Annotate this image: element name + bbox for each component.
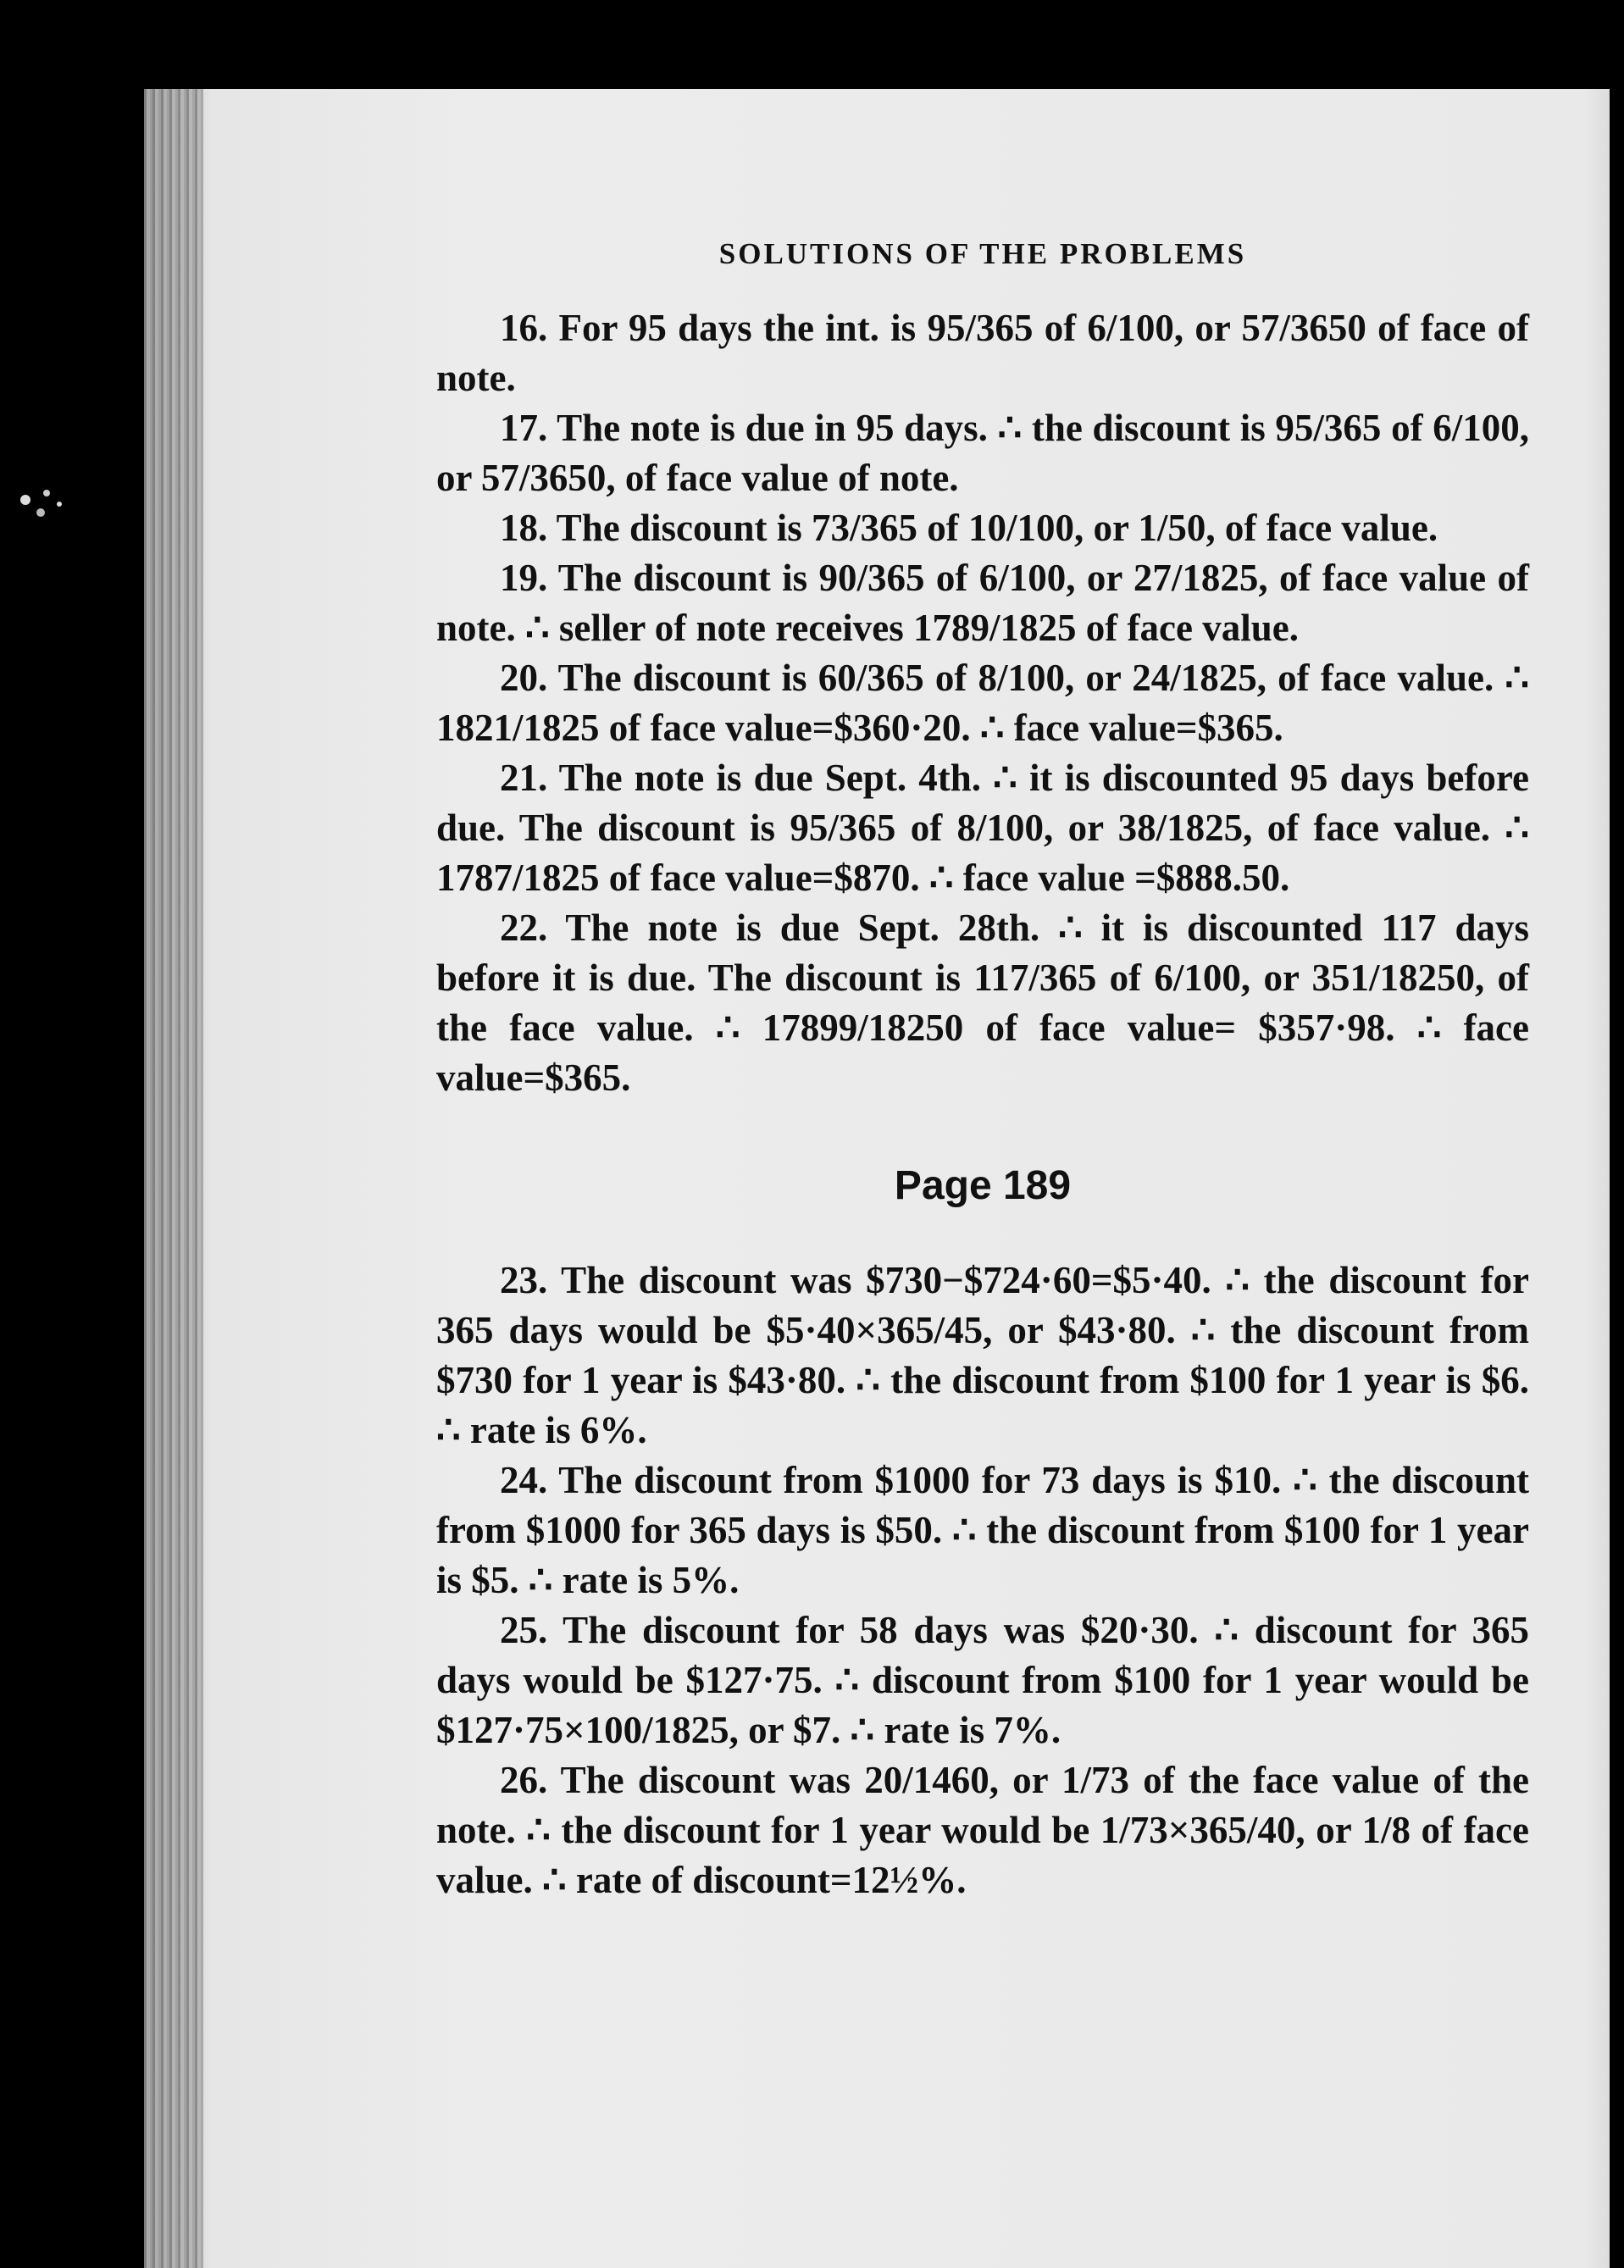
- page-text-block: [436, 237, 1529, 1905]
- solution-paragraph: 18. The discount is 73/365 of 10/100, or 1/50, of face value.: [500, 507, 1438, 549]
- solution-paragraph: 17. The note is due in 95 days. ∴ the discount is 95/365 of 6/100, or 57/3650, of face value of note.: [436, 407, 1529, 499]
- running-head: SOLUTIONS OF THE PROBLEMS: [718, 237, 1247, 270]
- book-spine-shadow: [144, 89, 203, 2268]
- solution-paragraph: 21. The note is due Sept. 4th. ∴ it is discounted 95 days before due. The discount is 95/365 of 8/100, or 38/1825, of face value. ∴ 1787/1825 of face value=$870. ∴ face value =$888.50.: [436, 757, 1529, 899]
- solution-paragraph: 23. The discount was $730−$724·60=$5·40. ∴ the discount for 365 days would be $5·40×365/45, or $43·80. ∴ the discount from $730 for 1 year is $43·80. ∴ the discount from $100 for 1 year is $6. ∴ rate is 6%.: [436, 1259, 1529, 1451]
- page-heading: Page 189: [894, 1163, 1072, 1208]
- solution-paragraph: 19. The discount is 90/365 of 6/100, or 27/1825, of face value of note. ∴ seller of note receives 1789/1825 of face value.: [436, 557, 1529, 649]
- solution-paragraph: 16. For 95 days the int. is 95/365 of 6/100, or 57/3650 of face of note.: [436, 307, 1529, 399]
- solution-paragraph: 24. The discount from $1000 for 73 days is $10. ∴ the discount from $1000 for 365 days is $50. ∴ the discount from $100 for 1 year is $5. ∴ rate is 5%.: [436, 1459, 1529, 1601]
- solution-paragraph: 25. The discount for 58 days was $20·30. ∴ discount for 365 days would be $127·75. ∴ discount from $100 for 1 year would be $127·75×100/1825, or $7. ∴ rate is 7%.: [436, 1609, 1529, 1751]
- solution-paragraph: 20. The discount is 60/365 of 8/100, or 24/1825, of face value. ∴ 1821/1825 of face value=$360·20. ∴ face value=$365.: [436, 657, 1529, 749]
- solution-paragraph: 26. The discount was 20/1460, or 1/73 of the face value of the note. ∴ the discount for 1 year would be 1/73×365/40, or 1/8 of face value. ∴ rate of discount=12½%.: [436, 1759, 1529, 1901]
- scan-edge-specks: [0, 474, 76, 542]
- solution-paragraph: 22. The note is due Sept. 28th. ∴ it is discounted 117 days before it is due. The discount is 117/365 of 6/100, or 351/18250, of the face value. ∴ 17899/18250 of face value= $357·98. ∴ face value=$365.: [436, 907, 1529, 1099]
